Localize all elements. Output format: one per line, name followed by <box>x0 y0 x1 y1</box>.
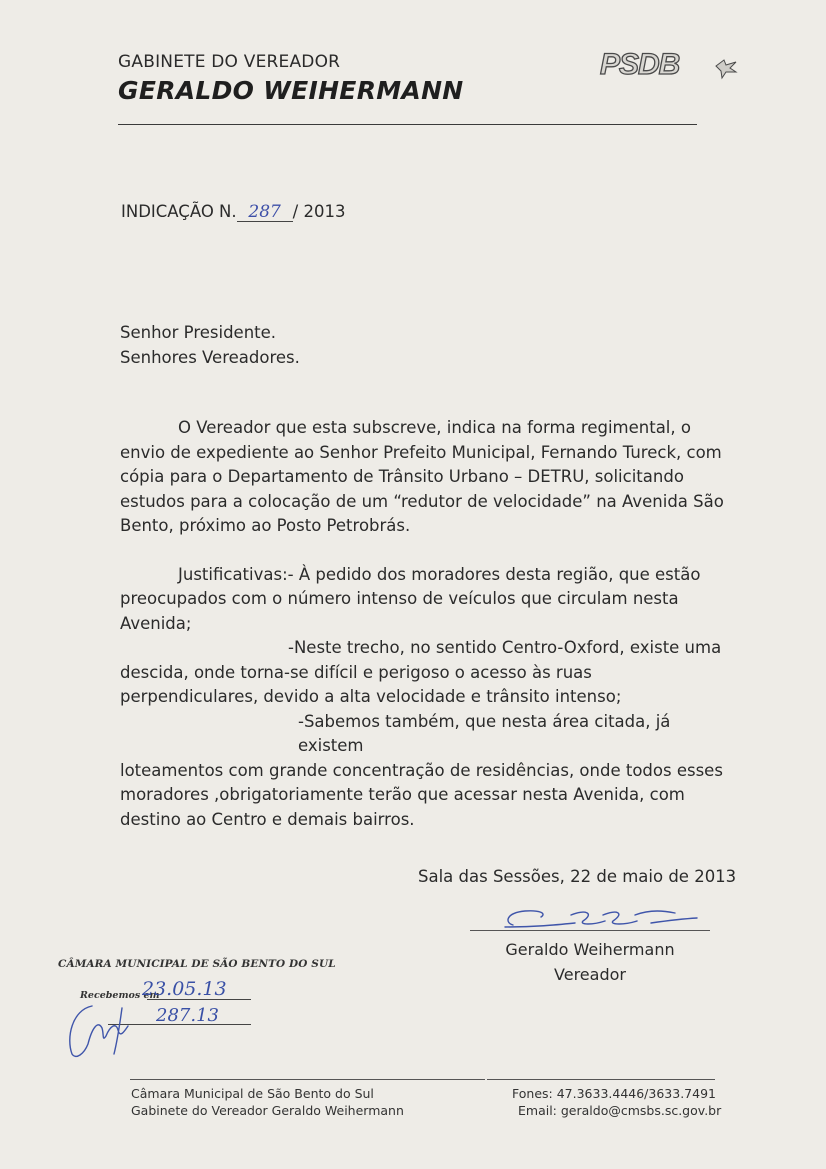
justification-paragraph: Justificativas:- À pedido dos moradores desta região, que estão preocupados com o número intenso de veículos que circulam nesta Avenida; <box>120 564 701 633</box>
reason-1-first-line: -Neste trecho, no sentido Centro-Oxford, existe uma <box>288 638 722 657</box>
svg-text:PSDB: PSDB <box>600 48 680 81</box>
indication-label: INDICAÇÃO N. <box>121 202 237 221</box>
header-divider <box>118 124 697 125</box>
signer-block <box>470 937 710 987</box>
receipt-stamp-date: 23.05.13 <box>142 978 227 1000</box>
footer-address <box>131 1085 404 1119</box>
psdb-logo <box>598 44 748 88</box>
footer-divider-left <box>130 1079 485 1080</box>
indication-number: 287 <box>237 203 293 222</box>
footer-phones: Fones: 47.3633.4446/3633.7491 <box>512 1086 716 1101</box>
indication-line <box>121 202 345 222</box>
salutation-president: Senhor Presidente. <box>120 323 277 342</box>
councilor-name-heading: GERALDO WEIHERMANN <box>118 76 464 105</box>
salutation-councilors: Senhores Vereadores. <box>120 348 300 367</box>
reason-2-first-line: -Sabemos também, que nesta área citada, já existem <box>298 711 671 755</box>
signer-name: Geraldo Weihermann <box>505 940 675 959</box>
indication-year: / 2013 <box>292 202 346 221</box>
salutation <box>120 320 300 370</box>
signature-line <box>470 930 710 931</box>
receipt-stamp-label: Recebemos em <box>80 990 160 1001</box>
reason-2-text: loteamentos com grande concentração de residências, onde todos esses moradores ,obrigatoriamente terão que acessar nesta Avenida, com destino ao Centro e demais bairros. <box>120 760 723 829</box>
request-paragraph: O Vereador que esta subscreve, indica na forma regimental, o envio de expediente ao Senhor Prefeito Municipal, Fernando Tureck, com cópia para o Departamento de Trânsito Urbano – DETRU, solicitando estudos para a colocação de um “redutor de velocidade” na Avenida São Bento, próximo ao Posto Petrobrás. <box>120 418 724 535</box>
footer-office: Gabinete do Vereador Geraldo Weihermann <box>131 1103 404 1118</box>
reason-1-text: descida, onde torna-se difícil e perigoso o acesso às ruas perpendiculares, devido a alta velocidade e trânsito intenso; <box>120 662 622 706</box>
signer-title: Vereador <box>554 965 626 984</box>
receipt-initials <box>62 998 152 1066</box>
receipt-stamp-title: CÂMARA MUNICIPAL DE SÃO BENTO DO SUL <box>58 958 336 970</box>
session-date: Sala das Sessões, 22 de maio de 2013 <box>418 867 737 886</box>
handwritten-signature <box>475 903 705 941</box>
footer-email: Email: geraldo@cmsbs.sc.gov.br <box>518 1103 722 1118</box>
footer-chamber: Câmara Municipal de São Bento do Sul <box>131 1086 374 1101</box>
receipt-date-underline <box>147 999 251 1000</box>
office-heading: GABINETE DO VEREADOR <box>118 52 341 72</box>
letter-body <box>120 416 726 832</box>
footer-contact <box>512 1085 721 1119</box>
footer-divider-right <box>487 1079 715 1080</box>
receipt-protocol-number: 287.13 <box>156 1005 219 1026</box>
